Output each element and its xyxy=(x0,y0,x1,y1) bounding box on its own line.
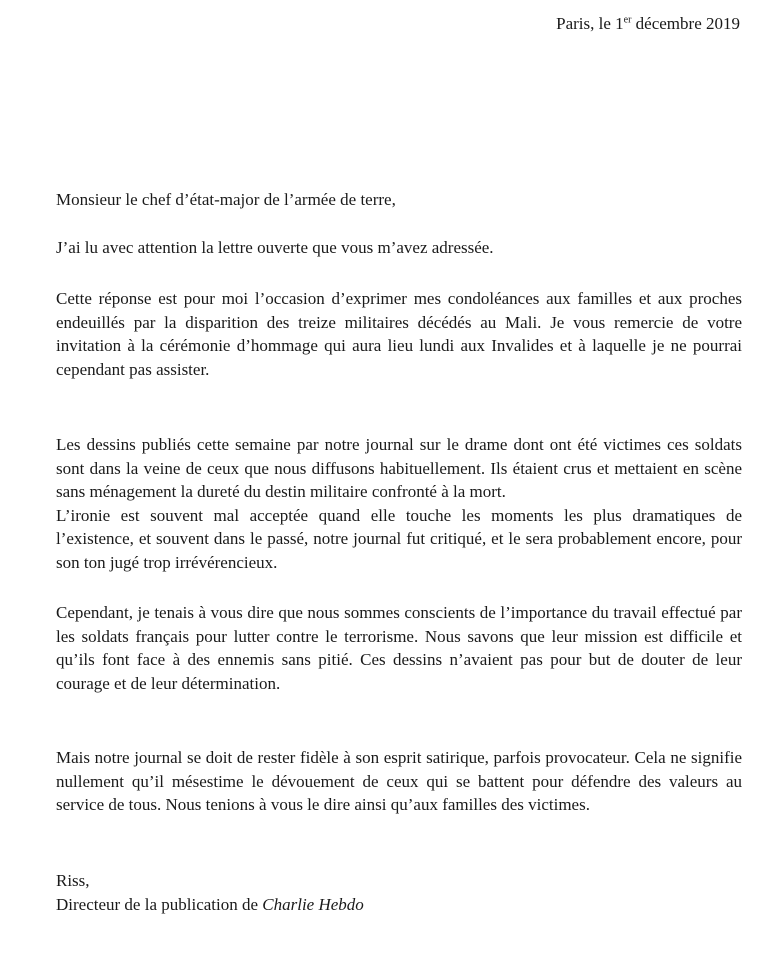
paragraph-group-drawings xyxy=(56,433,742,574)
paragraph-intro: J’ai lu avec attention la lettre ouverte que vous m’avez adressée. xyxy=(56,238,494,257)
signature-block xyxy=(56,869,742,916)
paragraph-condolences: Cette réponse est pour moi l’occasion d’exprimer mes condoléances aux familles et aux proches endeuillés par la disparition des treize militaires décédés au Mali. Je vous remercie de votre invitation à la cérémonie d’hommage qui aura lieu lundi aux Invalides et à laquelle je ne pourrai cependant pas assister. xyxy=(56,289,742,379)
dateline-prefix: Paris, le 1 xyxy=(556,14,624,33)
paragraph-soldiers: Cependant, je tenais à vous dire que nous sommes conscients de l’importance du travail effectué par les soldats français pour lutter contre le terrorisme. Nous savons que leur mission est difficile et qu’ils font face à des ennemis sans pitié. Ces dessins n’avaient pas pour but de douter de leur courage et de leur détermination. xyxy=(56,603,742,693)
publication-name: Charlie Hebdo xyxy=(262,894,364,914)
signature-title xyxy=(56,893,742,917)
signature-name: Riss, xyxy=(56,871,90,890)
paragraph-satire: Mais notre journal se doit de rester fidèle à son esprit satirique, parfois provocateur. Cela ne signifie nullement qu’il mésestime le dévouement de ceux qui se battent pour défendre des valeurs au service de tous. Nous tenions à vous le dire ainsi qu’aux familles des victimes. xyxy=(56,748,742,814)
dateline-suffix: décembre 2019 xyxy=(631,14,740,33)
dateline xyxy=(556,14,740,34)
dateline-ordinal: er xyxy=(623,14,632,26)
salutation: Monsieur le chef d’état-major de l’armée de terre, xyxy=(56,190,396,209)
signature-title-prefix: Directeur de la publication de xyxy=(56,894,263,914)
paragraph-irony: L’ironie est souvent mal acceptée quand elle touche les moments les plus dramatiques de l’existence, et souvent dans le passé, notre journal fut critiqué, et le sera probablement encore, pour son ton jugé trop irrévérencieux. xyxy=(56,505,742,572)
paragraph-drawings: Les dessins publiés cette semaine par notre journal sur le drame dont ont été victimes ces soldats sont dans la veine de ceux que nous diffusons habituellement. Ils étaient crus et mettaient en scène sans ménagement la dureté du destin militaire confronté à la mort. xyxy=(56,435,742,501)
